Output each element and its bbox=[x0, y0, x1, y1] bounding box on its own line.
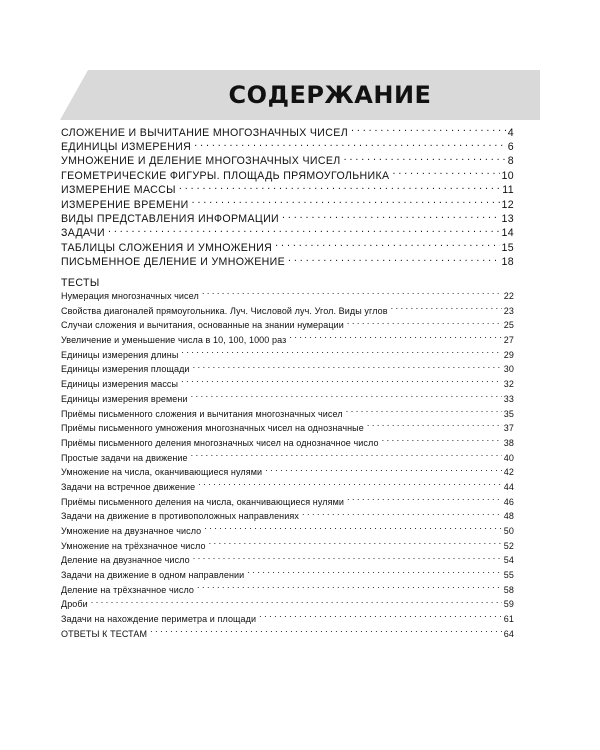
toc-entry-label: Единицы измерения времени bbox=[61, 393, 188, 404]
toc-test-entry[interactable] bbox=[61, 318, 514, 333]
toc-test-entry[interactable] bbox=[61, 495, 514, 510]
dot-leader bbox=[259, 613, 502, 622]
toc-entry-page-number: 12 bbox=[501, 198, 514, 211]
toc-entry-label: Задачи на движение в одном направлении bbox=[61, 570, 245, 581]
toc-entry-page-number: 48 bbox=[503, 511, 514, 522]
dot-leader bbox=[247, 569, 501, 578]
toc-entry-page-number: 27 bbox=[503, 335, 514, 346]
toc-test-entry[interactable] bbox=[61, 333, 514, 348]
toc-entry-page-number: 55 bbox=[503, 570, 514, 581]
toc-entry[interactable] bbox=[61, 168, 514, 182]
toc-entry-label: ВИДЫ ПРЕДСТАВЛЕНИЯ ИНФОРМАЦИИ bbox=[61, 212, 280, 225]
toc-entry-page-number: 50 bbox=[503, 526, 514, 536]
toc-test-entry[interactable] bbox=[61, 553, 514, 568]
toc-entry-page-number: 42 bbox=[503, 467, 514, 478]
dot-leader bbox=[347, 319, 502, 328]
toc-test-entry[interactable] bbox=[61, 304, 514, 319]
toc-entry-page-number: 22 bbox=[503, 291, 514, 301]
page-title: СОДЕРЖАНИЕ bbox=[228, 81, 432, 109]
toc-entry[interactable] bbox=[61, 240, 514, 254]
toc-entry-label: УМНОЖЕНИЕ И ДЕЛЕНИЕ МНОГОЗНАЧНЫХ ЧИСЕЛ bbox=[61, 155, 341, 168]
toc-entry-page-number: 35 bbox=[503, 408, 514, 419]
toc-entry-page-number: 15 bbox=[501, 241, 514, 254]
dot-leader bbox=[179, 183, 500, 194]
tests-section-title: ТЕСТЫ bbox=[61, 277, 100, 289]
dot-leader bbox=[108, 226, 500, 237]
toc-test-entry[interactable] bbox=[61, 612, 514, 627]
dot-leader bbox=[302, 510, 502, 519]
toc-test-entry[interactable] bbox=[61, 627, 514, 642]
toc-entry-label: Случаи сложения и вычитания, основанные на знании нумерации bbox=[61, 320, 344, 331]
toc-entry-page-number: 11 bbox=[502, 184, 514, 197]
toc-entry[interactable] bbox=[61, 197, 514, 211]
dot-leader bbox=[288, 255, 499, 266]
toc-entry[interactable] bbox=[61, 255, 514, 269]
toc-test-entry[interactable] bbox=[61, 289, 514, 304]
toc-entry-page-number: 61 bbox=[503, 614, 514, 625]
toc-test-entry[interactable] bbox=[61, 377, 514, 392]
toc-test-entry[interactable] bbox=[61, 524, 514, 539]
toc-entry-page-number: 23 bbox=[503, 305, 514, 316]
toc-entry-page-number: 4 bbox=[507, 126, 514, 139]
toc-entry-label: Задачи на движение в противоположных направлениях bbox=[61, 511, 299, 522]
toc-entry-page-number: 13 bbox=[501, 212, 514, 225]
toc-entry-label: Увеличение и уменьшение числа в 10, 100, 1000 раз bbox=[61, 335, 287, 346]
dot-leader bbox=[344, 154, 506, 165]
toc-entry-label: Деление на трёхзначное число bbox=[61, 584, 195, 595]
toc-entry-label: Простые задачи на движение bbox=[61, 452, 188, 463]
toc-entry[interactable] bbox=[61, 183, 514, 197]
toc-entry-page-number: 44 bbox=[503, 481, 514, 492]
dot-leader bbox=[197, 584, 502, 593]
toc-entry-label: Приёмы письменного умножения многозначных чисел на однозначные bbox=[61, 423, 364, 434]
toc-test-entry[interactable] bbox=[61, 436, 514, 451]
dot-leader bbox=[193, 363, 502, 372]
toc-entry-label: Задачи на нахождение периметра и площади bbox=[61, 614, 257, 625]
toc-entry-page-number: 58 bbox=[503, 584, 514, 595]
dot-leader bbox=[282, 211, 500, 222]
toc-entry-label: Умножение на трёхзначное число bbox=[61, 540, 206, 551]
toc-entry-label: СЛОЖЕНИЕ И ВЫЧИТАНИЕ МНОГОЗНАЧНЫХ ЧИСЕЛ bbox=[61, 126, 348, 139]
toc-entry-label: Приёмы письменного сложения и вычитания многозначных чисел bbox=[61, 408, 343, 419]
toc-main-list bbox=[61, 125, 514, 269]
dot-leader bbox=[351, 125, 506, 136]
dot-leader bbox=[275, 240, 499, 251]
toc-test-entry[interactable] bbox=[61, 480, 514, 495]
toc-entry-label: Умножение на числа, оканчивающиеся нулями bbox=[61, 467, 263, 478]
dot-leader bbox=[192, 197, 500, 208]
toc-test-entry[interactable] bbox=[61, 583, 514, 598]
toc-test-entry[interactable] bbox=[61, 465, 514, 480]
toc-entry-page-number: 25 bbox=[503, 320, 514, 331]
toc-test-entry[interactable] bbox=[61, 407, 514, 422]
toc-entry[interactable] bbox=[61, 211, 514, 225]
toc-entry-label: Деление на двузначное число bbox=[61, 555, 190, 566]
dot-leader bbox=[198, 481, 502, 490]
toc-entry-page-number: 64 bbox=[503, 628, 514, 639]
dot-leader bbox=[193, 554, 502, 563]
toc-entry-label: ЕДИНИЦЫ ИЗМЕРЕНИЯ bbox=[61, 140, 192, 153]
toc-test-entry[interactable] bbox=[61, 539, 514, 554]
toc-entry-label: Свойства диагоналей прямоугольника. Луч. Числовой луч. Угол. Виды углов bbox=[61, 305, 388, 316]
dot-leader bbox=[91, 598, 502, 607]
dot-leader bbox=[191, 393, 502, 402]
toc-test-entry[interactable] bbox=[61, 421, 514, 436]
toc-entry-label: Приёмы письменного деления на числа, оканчивающиеся нулями bbox=[61, 496, 345, 507]
dot-leader bbox=[347, 496, 502, 505]
toc-entry[interactable] bbox=[61, 139, 514, 153]
toc-entry-label: ПИСЬМЕННОЕ ДЕЛЕНИЕ И УМНОЖЕНИЕ bbox=[61, 256, 286, 269]
dot-leader bbox=[181, 378, 502, 387]
toc-entry-page-number: 14 bbox=[501, 227, 514, 240]
toc-entry-page-number: 59 bbox=[503, 599, 514, 610]
toc-test-entry[interactable] bbox=[61, 568, 514, 583]
toc-entry-page-number: 32 bbox=[503, 379, 514, 390]
toc-entry-page-number: 37 bbox=[503, 423, 514, 434]
toc-test-entry[interactable] bbox=[61, 348, 514, 363]
dot-leader bbox=[209, 540, 502, 549]
toc-entry-page-number: 18 bbox=[501, 256, 514, 269]
dot-leader bbox=[391, 305, 502, 314]
toc-entry[interactable] bbox=[61, 154, 514, 168]
toc-entry-label: Единицы измерения массы bbox=[61, 379, 179, 390]
toc-entry-label: ИЗМЕРЕНИЕ МАССЫ bbox=[61, 184, 176, 197]
toc-entry-page-number: 40 bbox=[503, 452, 514, 463]
toc-entry-label: Приёмы письменного деления многозначных чисел на однозначное число bbox=[61, 437, 379, 448]
dot-leader bbox=[382, 437, 502, 446]
dot-leader bbox=[191, 452, 502, 461]
dot-leader bbox=[204, 525, 502, 534]
dot-leader bbox=[194, 139, 506, 150]
toc-entry-page-number: 52 bbox=[503, 540, 514, 551]
toc-entry-page-number: 38 bbox=[503, 437, 514, 448]
toc-entry-label: Дроби bbox=[61, 599, 88, 610]
toc-entry-label: Единицы измерения длины bbox=[61, 349, 179, 360]
toc-test-entry[interactable] bbox=[61, 362, 514, 377]
toc-test-entry[interactable] bbox=[61, 451, 514, 466]
toc-entry-page-number: 30 bbox=[503, 364, 514, 375]
toc-entry-label: Нумерация многозначных чисел bbox=[61, 291, 199, 301]
toc-entry-label: Единицы измерения площади bbox=[61, 364, 190, 375]
toc-test-entry[interactable] bbox=[61, 597, 514, 612]
dot-leader bbox=[150, 628, 502, 637]
dot-leader bbox=[346, 408, 502, 417]
toc-entry-page-number: 54 bbox=[503, 555, 514, 566]
toc-entry[interactable] bbox=[61, 125, 514, 139]
dot-leader bbox=[181, 349, 501, 358]
toc-tests-list bbox=[61, 289, 514, 642]
dot-leader bbox=[392, 168, 499, 179]
toc-entry-page-number: 8 bbox=[507, 155, 514, 168]
dot-leader bbox=[289, 334, 501, 343]
toc-entry-page-number: 10 bbox=[501, 169, 514, 182]
toc-test-entry[interactable] bbox=[61, 509, 514, 524]
toc-entry-label: ИЗМЕРЕНИЕ ВРЕМЕНИ bbox=[61, 198, 189, 211]
toc-entry-label: Умножение на двузначное число bbox=[61, 526, 202, 536]
toc-entry-page-number: 33 bbox=[503, 393, 514, 404]
toc-test-entry[interactable] bbox=[61, 392, 514, 407]
toc-entry-label: ТАБЛИЦЫ СЛОЖЕНИЯ И УМНОЖЕНИЯ bbox=[61, 241, 273, 254]
toc-entry-label: ГЕОМЕТРИЧЕСКИЕ ФИГУРЫ. ПЛОЩАДЬ ПРЯМОУГОЛЬНИКА bbox=[61, 169, 390, 182]
toc-entry-page-number: 46 bbox=[503, 496, 514, 507]
dot-leader bbox=[265, 466, 502, 475]
toc-entry-label: ОТВЕТЫ К ТЕСТАМ bbox=[61, 628, 148, 639]
toc-entry[interactable] bbox=[61, 226, 514, 240]
dot-leader bbox=[367, 422, 502, 431]
toc-entry-label: ЗАДАЧИ bbox=[61, 227, 106, 240]
dot-leader bbox=[202, 290, 502, 299]
toc-entry-page-number: 6 bbox=[507, 140, 514, 153]
toc-entry-page-number: 29 bbox=[503, 349, 514, 360]
toc-entry-label: Задачи на встречное движение bbox=[61, 481, 196, 492]
